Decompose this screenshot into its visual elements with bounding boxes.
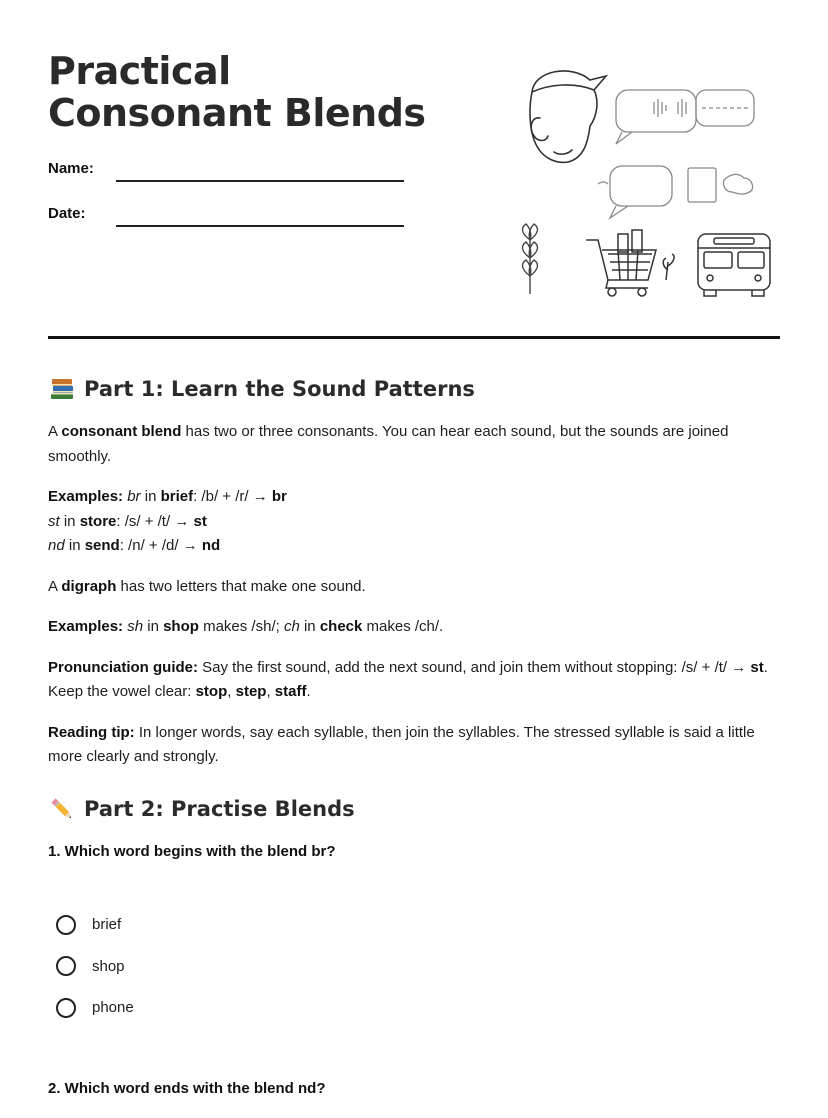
option-shop[interactable]: shop bbox=[56, 946, 780, 988]
examples-label: Examples: bbox=[48, 488, 124, 505]
pronunciation-guide: Pronunciation guide: Say the first sound, add the next sound, and join them without stopping: /s/ + /t/ → st. Keep the vowel clear: stop, step, staff. bbox=[48, 658, 768, 700]
date-label: Date: bbox=[48, 205, 86, 222]
listening-head-icon bbox=[530, 71, 606, 162]
reading-tip: Reading tip: In longer words, say each syllable, then join the syllables. The stressed syllable is said a little more clearly and strongly. bbox=[48, 723, 755, 765]
part2-heading bbox=[48, 792, 780, 826]
header-divider bbox=[48, 336, 780, 339]
part2-heading-text: Part 2: Practise Blends bbox=[84, 796, 355, 821]
pencil-icon bbox=[48, 795, 76, 823]
radio-button[interactable] bbox=[56, 956, 76, 976]
bus-icon bbox=[698, 234, 770, 296]
term-digraph: digraph bbox=[61, 577, 117, 595]
speech-bubble-sound-icon bbox=[616, 90, 754, 144]
name-label: Name: bbox=[48, 160, 94, 177]
books-icon bbox=[48, 375, 76, 403]
consonant-blend-definition: A consonant blend has two or three consonants. You can hear each sound, but the sounds are joined smoothly. bbox=[48, 423, 729, 465]
worksheet-page bbox=[48, 0, 780, 1118]
digraph-examples: Examples: sh in shop makes /sh/; ch in check makes /ch/. bbox=[48, 618, 444, 635]
option-phone[interactable]: phone bbox=[56, 987, 780, 1029]
name-line[interactable] bbox=[116, 180, 404, 182]
part1-heading bbox=[48, 372, 780, 406]
date-line[interactable] bbox=[116, 225, 404, 227]
worksheet-content bbox=[48, 372, 780, 1101]
blend-examples: Examples: br in brief: /b/ + /r/ → br st in store: /s/ + /t/ → st nd in send: /n/ + /d/ → nd bbox=[48, 488, 287, 554]
page-title: Practical Consonant Blends bbox=[48, 49, 426, 135]
question-1: 1. Which word begins with the blend br? bbox=[48, 842, 336, 860]
digraph-definition: A digraph has two letters that make one sound. bbox=[48, 577, 366, 595]
speech-bubble-empty-icon bbox=[598, 166, 753, 218]
radio-button[interactable] bbox=[56, 998, 76, 1018]
question-2: 2. Which word ends with the blend nd? bbox=[48, 1079, 326, 1097]
header-illustration bbox=[510, 62, 780, 312]
plant-sprig-icon bbox=[523, 224, 538, 294]
radio-button[interactable] bbox=[56, 915, 76, 935]
question-1-options bbox=[56, 904, 780, 1029]
term-consonant-blend: consonant blend bbox=[61, 423, 182, 440]
option-brief[interactable]: brief bbox=[56, 904, 780, 946]
worksheet-header bbox=[48, 50, 780, 315]
shopping-cart-icon bbox=[586, 230, 674, 296]
part1-heading-text: Part 1: Learn the Sound Patterns bbox=[84, 377, 475, 401]
